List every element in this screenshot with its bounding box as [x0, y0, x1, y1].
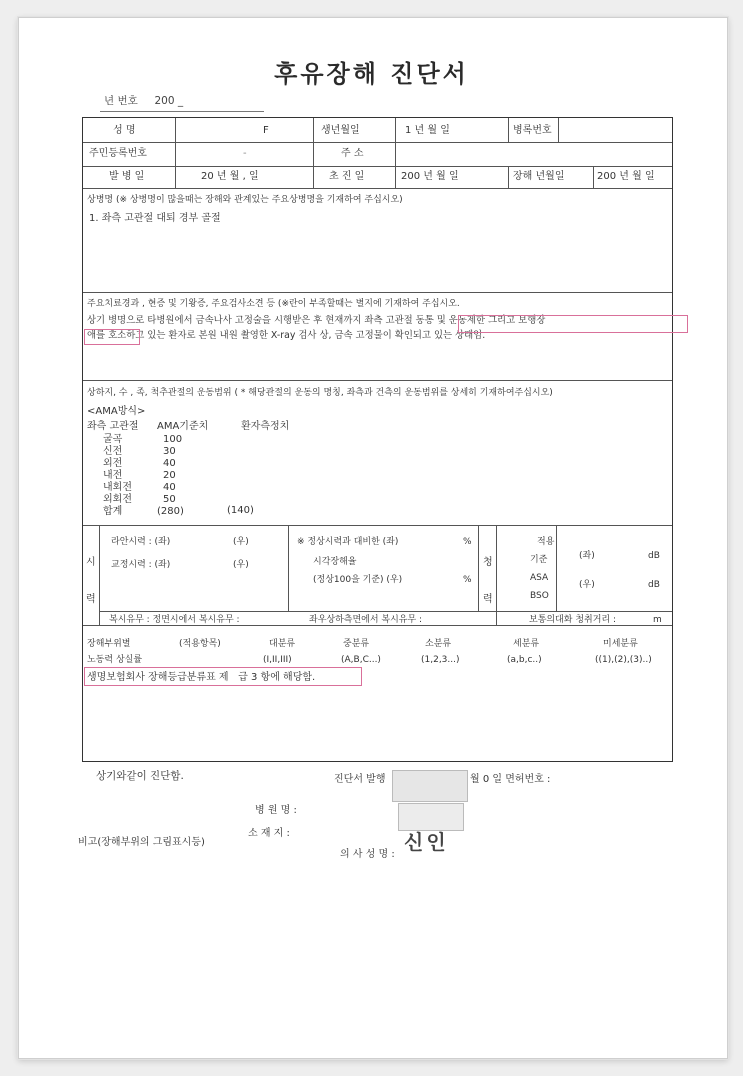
naked-vision-label: 라안시력 : (좌) — [111, 537, 171, 547]
col-line — [288, 525, 289, 611]
row-line — [83, 166, 672, 167]
disability-date-label: 장해 년월일 — [513, 171, 565, 182]
doctor-name-label: 의 사 성 명 : — [340, 849, 395, 860]
hearing-left-unit: dB — [648, 551, 660, 561]
normal-vision-compare: ※ 정상시력과 대비한 (좌) — [297, 537, 399, 547]
rom-row-name: 외회전 — [103, 494, 132, 505]
row-line — [83, 525, 672, 526]
class-minor-code: (1,2,3...) — [421, 655, 460, 665]
row-line — [83, 188, 672, 189]
class-minor-label: 소분류 — [425, 639, 452, 649]
rom-row-std-value: 50 — [163, 494, 176, 505]
diagnosis-header: 상병명 (※ 상병명이 많을때는 장해와 관계있는 주요상병명을 기재하여 주십시오) — [87, 195, 403, 205]
col-line — [593, 166, 594, 188]
class-micro-label: 미세분류 — [603, 639, 638, 649]
double-vision-side: 좌우상하측면에서 복시유무 : — [309, 615, 423, 625]
document-number-value: 200 _ — [154, 95, 184, 107]
hospital-address-label: 소 재 지 : — [248, 828, 290, 839]
chart-number-label: 병록번호 — [513, 125, 552, 136]
hearing-right-unit: dB — [648, 580, 660, 590]
row-line — [83, 142, 672, 143]
findings-line-1-a: 상기 병명으로 타병원에서 금속나사 고정술을 시행받은 후 현재까지 좌측 — [87, 315, 386, 326]
highlight-box-grade — [84, 667, 362, 686]
findings-line-2-a: 애를 호소 — [87, 330, 127, 341]
findings-line-2 — [87, 331, 485, 340]
col-line — [556, 525, 557, 611]
rom-col-ama: AMA기준치 — [157, 421, 209, 432]
rom-row-std-value: 40 — [163, 458, 176, 469]
col-line — [508, 118, 509, 142]
class-major-label: 대분류 — [269, 639, 296, 649]
findings-line-2-b: 하고 있는 환자로 본원 내원 촬영한 X-ray 검사 상, 금속 고정물이 확인되고 있는 상태임. — [126, 330, 486, 341]
hearing-bso: BSO — [530, 591, 549, 601]
rom-row-std-value: 30 — [163, 446, 176, 457]
visual-disability-rate: 시각장해율 — [313, 557, 357, 567]
percent-sign: % — [463, 537, 472, 547]
grade-statement-a: 생명보험회사 장해등급분류표 제 — [87, 672, 229, 683]
vision-side-char: 력 — [86, 594, 96, 605]
remarks-label: 비고(장해부위의 그림표시등) — [78, 837, 205, 848]
hearing-std-label-2: 기준 — [530, 555, 548, 565]
col-line — [478, 525, 479, 611]
rom-total-patient: (140) — [227, 505, 254, 516]
vision-side-char: 시 — [86, 557, 96, 568]
class-row-name: 노동력 상실률 — [87, 655, 143, 665]
doctor-seal: 신인 — [404, 830, 449, 854]
col-line — [558, 118, 559, 142]
document-title: 후유장해 진단서 — [274, 60, 469, 88]
rom-row-std-value: 20 — [163, 470, 176, 481]
grade-statement-b: 급 3 항에 해당함. — [238, 672, 316, 683]
document-number-underline — [100, 111, 264, 112]
rom-row-names — [103, 434, 132, 518]
rom-row-name: 내전 — [103, 470, 123, 481]
hearing-side-char: 청 — [483, 557, 493, 568]
findings-header: 주요치료경과 , 현증 및 기왕증, 주요검사소견 등 (※란이 부족할때는 별지에 기재하여 주십시오. — [87, 299, 460, 309]
issue-date-label: 진단서 발행 — [334, 774, 386, 785]
rom-method: <AMA방식> — [87, 406, 146, 417]
class-sub-code: (a,b,c..) — [507, 655, 542, 665]
hearing-left: (좌) — [579, 551, 595, 561]
class-applied-label: (적용항목) — [179, 639, 221, 649]
address-label: 주 소 — [341, 148, 364, 159]
hearing-asa: ASA — [530, 573, 549, 583]
col-line — [99, 525, 100, 625]
diagnosis-form — [82, 117, 673, 762]
rom-total-label: 합계 — [103, 506, 123, 517]
double-vision-front: 복시유무 : 정면시에서 복시유무 : — [109, 615, 240, 625]
rrn-label: 주민등록번호 — [89, 148, 147, 159]
findings-line-1-b: 고관절 동통 및 운동제한 그리고 보행장 — [385, 315, 546, 326]
rom-row-name: 내회전 — [103, 482, 132, 493]
first-visit-value: 200 년 월 일 — [401, 171, 459, 182]
col-line — [508, 166, 509, 188]
rom-row-name: 신전 — [103, 446, 123, 457]
rom-col-patient: 환자측정치 — [241, 421, 290, 432]
license-number-label: 월 0 일 면허번호 : — [470, 774, 551, 785]
class-site-label: 장해부위별 — [87, 639, 131, 649]
row-line — [83, 380, 672, 381]
class-mid-code: (A,B,C...) — [341, 655, 381, 665]
hearing-std-label: 적용 — [537, 537, 555, 547]
rom-header: 상하지, 수 , 족, 척추관절의 운동범위 ( * 해당관절의 운동의 명칭, 좌측과 건측의 운동범위를 상세히 기재하여주십시오) — [87, 388, 553, 398]
rom-col-joint: 좌측 고관절 — [87, 421, 139, 432]
rom-row-std-value: 40 — [163, 482, 176, 493]
naked-vision-right: (우) — [233, 537, 249, 547]
rom-row-name: 외전 — [103, 458, 123, 469]
class-sub-label: 세분류 — [513, 639, 540, 649]
col-line — [395, 118, 396, 188]
col-line — [175, 118, 176, 188]
rom-total-std: (280) — [157, 506, 184, 517]
name-label: 성 명 — [113, 125, 136, 136]
conversation-distance: 보통의대화 청취거리 : — [529, 615, 617, 625]
corrected-vision-right: (우) — [233, 560, 249, 570]
document-number-label: 년 번호 — [104, 95, 138, 107]
issue-date-value: 20 년 월 , 일 — [201, 171, 259, 182]
rom-row-name: 굴곡 — [103, 434, 123, 445]
col-line — [496, 525, 497, 625]
issue-date-label: 발 병 일 — [109, 171, 145, 182]
hospital-name-label: 병 원 명 : — [255, 805, 297, 816]
class-micro-code: ((1),(2),(3)..) — [595, 655, 652, 665]
rom-row-std — [157, 434, 184, 518]
row-line — [83, 625, 672, 626]
name-value: F — [263, 125, 269, 136]
row-line — [99, 611, 672, 612]
highlight-box-symptoms — [458, 315, 688, 333]
first-visit-label: 초 진 일 — [329, 171, 365, 182]
col-line — [313, 118, 314, 188]
rom-row-std-value: 100 — [163, 434, 183, 445]
corrected-vision-label: 교정시력 : (좌) — [111, 560, 171, 570]
class-mid-label: 중분류 — [343, 639, 370, 649]
redacted-stamp-area — [392, 770, 468, 802]
normal-base: (정상100을 기준) (우) — [313, 575, 403, 585]
rrn-value: - — [243, 148, 247, 159]
class-major-code: (I,II,III) — [263, 655, 292, 665]
highlight-box-complaint — [84, 329, 140, 345]
birth-label: 생년월일 — [321, 125, 360, 136]
hearing-right: (우) — [579, 580, 595, 590]
hearing-side-char: 력 — [483, 594, 493, 605]
confirm-statement: 상기와같이 진단함. — [96, 770, 184, 782]
diagnosis-item: 1. 좌측 고관절 대퇴 경부 골절 — [89, 213, 221, 224]
document-number — [104, 93, 183, 108]
percent-sign: % — [463, 575, 472, 585]
disability-date-value: 200 년 월 일 — [597, 171, 655, 182]
conversation-unit: m — [653, 615, 662, 625]
birth-value: 1 년 월 일 — [405, 125, 450, 136]
row-line — [83, 292, 672, 293]
